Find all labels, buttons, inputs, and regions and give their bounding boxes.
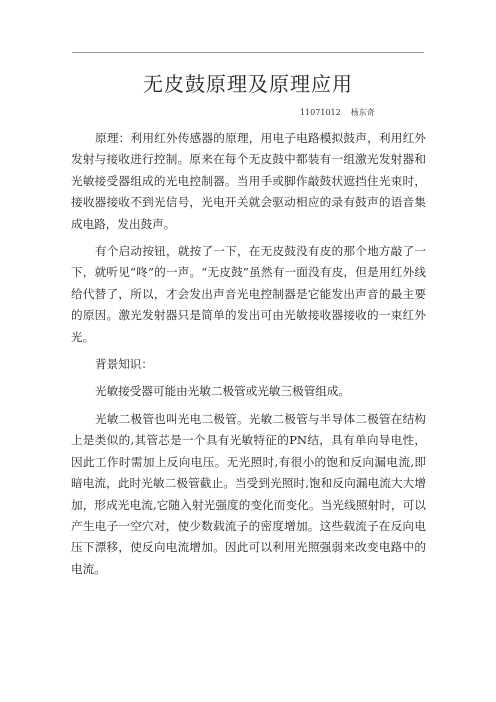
paragraph-photodiode: 光敏二极管也叫光电二极管。光敏二极管与半导体二极管在结构上是类似的,其管芯是一个具有光敏特征的PN结，具有单向导电性，因此工作时需加上反向电压。无光照时,有很小的饱和反向漏电流,即暗电流，此时光敏二极管截止。当受到光照时,饱和反向漏电流大大增加，形成光电流,它随入射光强度的变化而变化。当光线照射时，可以产生电子一空穴对，使少数载流子的密度增加。这些载流子在反向电压下漂移，使反向电流增加。因此可以利用光照强弱来改变电路中的电流。 bbox=[71, 411, 426, 576]
author-line bbox=[300, 107, 440, 119]
header-rule bbox=[72, 52, 424, 53]
document-body bbox=[71, 128, 426, 580]
document-title: 无皮鼓原理及原理应用 bbox=[143, 72, 353, 96]
paragraph-start-button: 有个启动按钮，就按了一下，在无皮鼓没有皮的那个地方敲了一下，就听见“咚”的一声。“无皮鼓”虽然有一面没有皮，但是用红外线给代替了，所以，才会发出声音光电控制器是它能发出声音的最主要的原因。激光发射器只是简单的发出可由光敏接收器接收的一束红外光。 bbox=[71, 244, 426, 344]
author-id: 11071012 bbox=[300, 108, 341, 117]
paragraph-background-heading: 背景知识： bbox=[95, 357, 153, 372]
paragraph-photo-receiver: 光敏接受器可能由光敏二极管或光敏三极管组成。 bbox=[95, 384, 351, 399]
paragraph-principle: 原理：利用红外传感器的原理，用电子电路模拟鼓声，利用红外发射与接收进行控制。原来在每个无皮鼓中都装有一组激光发射器和光敏接受器组成的光电控制器。当用手或脚作敲鼓状遮挡住光束时，接收器接收不到光信号，光电开关就会驱动相应的录有鼓声的语音集成电路，发出鼓声。 bbox=[71, 131, 426, 231]
author-name: 杨东奇 bbox=[350, 108, 375, 117]
